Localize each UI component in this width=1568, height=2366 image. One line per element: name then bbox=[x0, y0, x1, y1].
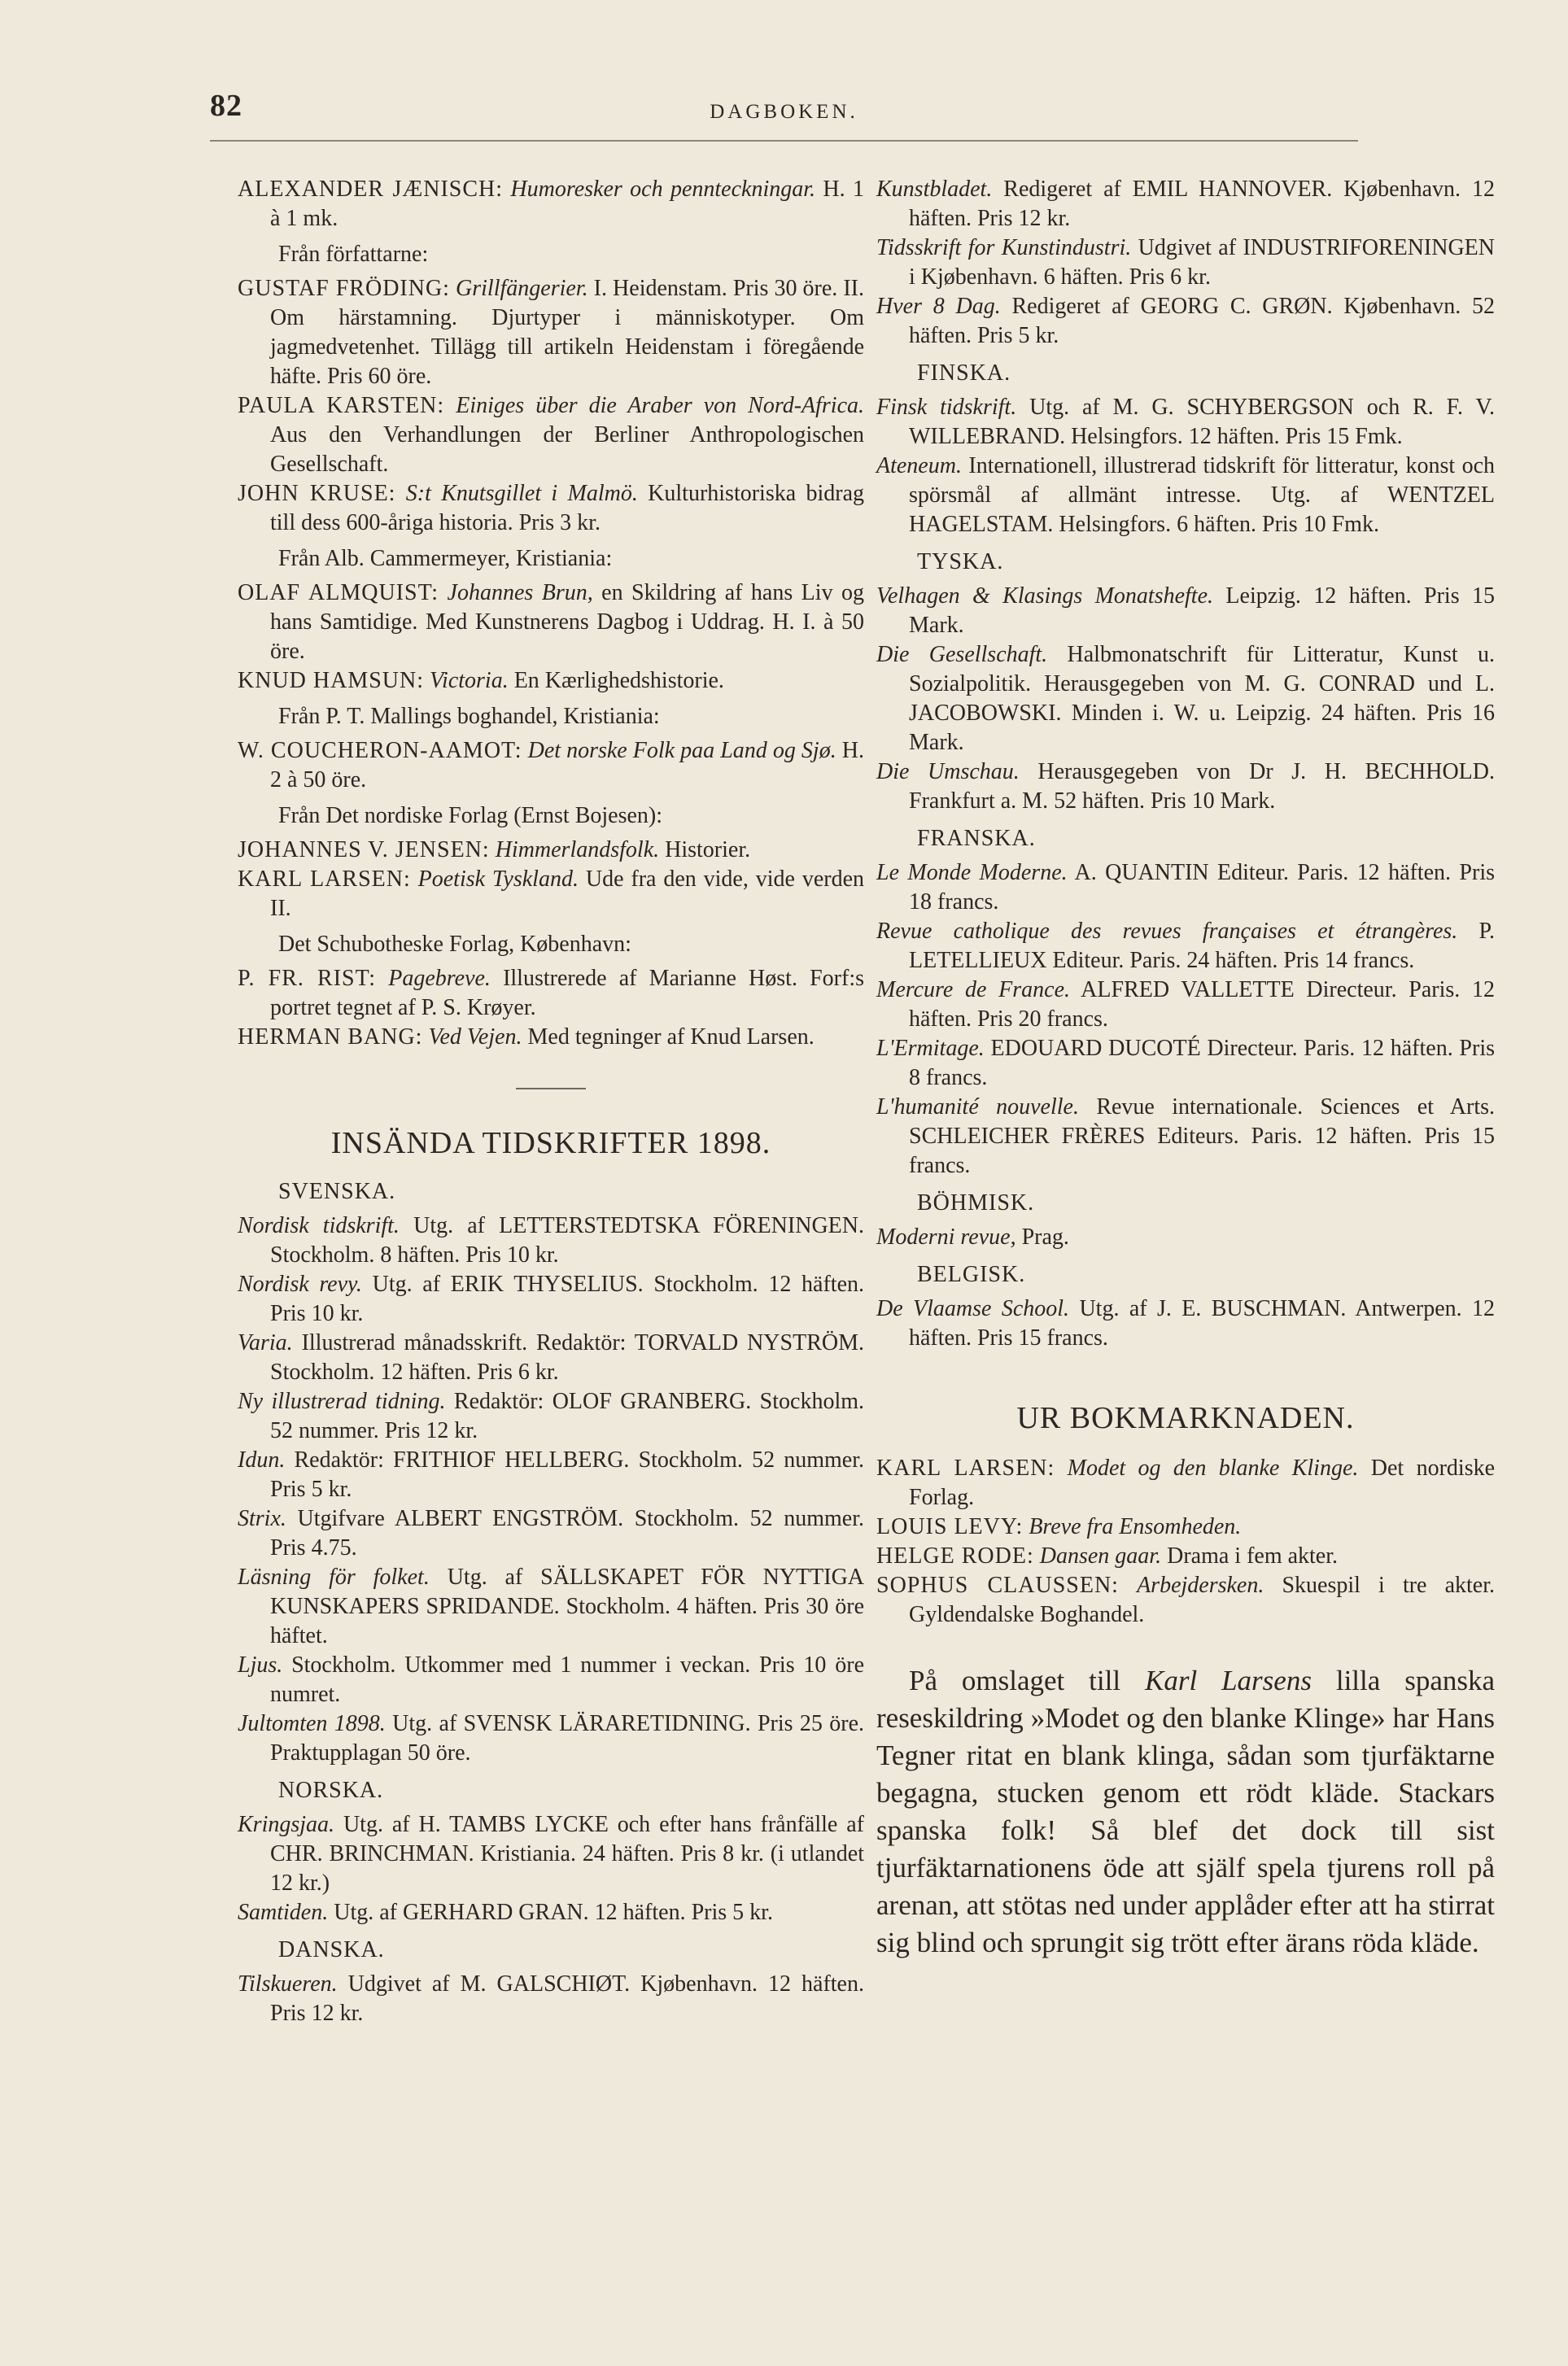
book-entry: OLAF ALMQUIST: Johannes Brun, en Skildring af hans Liv og hans Samtidige. Med Kunstnerens Dagbog i Uddrag. H. I. à 50 öre. bbox=[238, 580, 865, 664]
country-heading: BÖHMISK. bbox=[917, 1190, 1035, 1216]
periodical-entry: Ny illustrerad tidning. Redaktör: OLOF GRANBERG. Stockholm. 52 nummer. Pris 12 kr. bbox=[238, 1389, 865, 1443]
periodical-entry: Kringsjaa. Utg. af H. TAMBS LYCKE och efter hans frånfälle af CHR. BRINCHMAN. Kristiania. 24 häften. Pris 8 kr. (i utlandet 12 kr.) bbox=[238, 1812, 864, 1896]
book-entry: KNUD HAMSUN: Victoria. En Kærlighedshistorie. bbox=[238, 668, 724, 693]
header-rule bbox=[210, 140, 1358, 142]
book-entry: JOHN KRUSE: S:t Knutsgillet i Malmö. Kulturhistoriska bidrag till dess 600-åriga historia. Pris 3 kr. bbox=[238, 481, 865, 535]
periodical-entry: Mercure de France. ALFRED VALLETTE Directeur. Paris. 12 häften. Pris 20 francs. bbox=[876, 977, 1495, 1032]
periodical-entry: Moderni revue, Prag. bbox=[876, 1224, 1069, 1250]
book-entry: W. COUCHERON-AAMOT: Det norske Folk paa Land og Sjø. H. 2 à 50 öre. bbox=[238, 738, 864, 792]
periodical-entry: Kunstbladet. Redigeret af EMIL HANNOVER. Kjøbenhavn. 12 häften. Pris 12 kr. bbox=[876, 177, 1495, 231]
periodical-entry: Ateneum. Internationell, illustrerad tidskrift för litteratur, konst och spörsmål af allmänt intresse. Utg. af WENTZEL HAGELSTAM. Helsingfors. 6 häften. Pris 10 Fmk. bbox=[876, 453, 1496, 537]
book-entry: P. FR. RIST: Pagebreve. Illustrerede af Marianne Høst. Forf:s portret tegnet af P. S. Krøyer. bbox=[238, 966, 865, 1020]
periodical-entry: Samtiden. Utg. af GERHARD GRAN. 12 häften. Pris 5 kr. bbox=[238, 1900, 773, 1925]
book-entry: GUSTAF FRÖDING: Grillfängerier. I. Heidenstam. Pris 30 öre. II. Om härstamning. Djurtyper i människotyper. Om jagmedvetenhet. Tillägg till artikeln Heidenstam i föregående häfte. Pris 60 öre. bbox=[238, 276, 864, 389]
periodical-entry: Jultomten 1898. Utg. af SVENSK LÄRARETIDNING. Pris 25 öre. Praktupplagan 50 öre. bbox=[238, 1711, 865, 1766]
publisher-heading: Från P. T. Mallings boghandel, Kristiania: bbox=[278, 704, 660, 729]
book-entry: ALEXANDER JÆNISCH: Humoresker och pennteckningar. H. 1 à 1 mk. bbox=[238, 177, 864, 231]
publisher-heading: Det Schubotheske Forlag, København: bbox=[278, 932, 631, 957]
periodical-entry: Hver 8 Dag. Redigeret af GEORG C. GRØN. Kjøbenhavn. 52 häften. Pris 5 kr. bbox=[876, 294, 1495, 348]
page-number: 82 bbox=[210, 89, 242, 123]
country-heading: DANSKA. bbox=[278, 1937, 385, 1962]
left-column bbox=[238, 175, 864, 2028]
periodical-entry: Nordisk revy. Utg. af ERIK THYSELIUS. Stockholm. 12 häften. Pris 10 kr. bbox=[238, 1272, 865, 1326]
periodical-entry: Die Gesellschaft. Halbmonatschrift für Litteratur, Kunst u. Sozialpolitik. Herausgegeben von M. G. CONRAD und L. JACOBOWSKI. Minden i. W. u. Leipzig. 24 häften. Pris 16 Mark. bbox=[876, 642, 1495, 755]
periodical-entry: Le Monde Moderne. A. QUANTIN Editeur. Paris. 12 häften. Pris 18 francs. bbox=[876, 860, 1496, 915]
country-heading: FINSKA. bbox=[917, 360, 1011, 386]
publisher-heading: Från Det nordiske Forlag (Ernst Bojesen): bbox=[278, 803, 663, 828]
book-entry: PAULA KARSTEN: Einiges über die Araber von Nord-Africa. Aus den Verhandlungen der Berliner Anthropologischen Gesellschaft. bbox=[238, 393, 865, 477]
section-divider bbox=[516, 1088, 586, 1089]
periodical-entry: Tilskueren. Udgivet af M. GALSCHIØT. Kjøbenhavn. 12 häften. Pris 12 kr. bbox=[238, 1971, 864, 2026]
country-heading: TYSKA. bbox=[917, 549, 1004, 574]
periodical-entry: Ljus. Stockholm. Utkommer med 1 nummer i veckan. Pris 10 öre numret. bbox=[238, 1652, 864, 1707]
publisher-heading: Från författarne: bbox=[278, 242, 429, 267]
periodical-entry: Die Umschau. Herausgegeben von Dr J. H. BECHHOLD. Frankfurt a. M. 52 häften. Pris 10 Mark. bbox=[876, 759, 1495, 814]
book-entry: JOHANNES V. JENSEN: Himmerlandsfolk. Historier. bbox=[238, 837, 751, 862]
running-head: DAGBOKEN. bbox=[710, 101, 858, 123]
section-title-bookmarket: UR BOKMARKNADEN. bbox=[1016, 1401, 1355, 1435]
book-entry: KARL LARSEN: Modet og den blanke Klinge. Det nordiske Forlag. bbox=[876, 1456, 1496, 1510]
periodical-entry: Tidsskrift for Kunstindustri. Udgivet af INDUSTRIFORENINGEN i Kjøbenhavn. 6 häften. Pris 6 kr. bbox=[876, 235, 1496, 290]
periodical-entry: Varia. Illustrerad månadsskrift. Redaktör: TORVALD NYSTRÖM. Stockholm. 12 häften. Pris 6 kr. bbox=[238, 1330, 864, 1385]
periodical-entry: Finsk tidskrift. Utg. af M. G. SCHYBERGSON och R. F. V. WILLEBRAND. Helsingfors. 12 häften. Pris 15 Fmk. bbox=[876, 395, 1495, 449]
country-heading: SVENSKA. bbox=[278, 1179, 396, 1204]
country-heading: FRANSKA. bbox=[917, 826, 1036, 851]
periodical-entry: Velhagen & Klasings Monatshefte. Leipzig. 12 häften. Pris 15 Mark. bbox=[876, 583, 1495, 638]
periodical-entry: Läsning för folket. Utg. af SÄLLSKAPET FÖR NYTTIGA KUNSKAPERS SPRIDANDE. Stockholm. 4 häften. Pris 30 öre häftet. bbox=[238, 1565, 865, 1648]
periodical-entry: Nordisk tidskrift. Utg. af LETTERSTEDTSKA FÖRENINGEN. Stockholm. 8 häften. Pris 10 kr. bbox=[238, 1213, 864, 1268]
periodical-entry: L'Ermitage. EDOUARD DUCOTÉ Directeur. Paris. 12 häften. Pris 8 francs. bbox=[876, 1036, 1496, 1090]
periodical-entry: Revue catholique des revues françaises et étrangères. P. LETELLIEUX Editeur. Paris. 24 häften. Pris 14 francs. bbox=[876, 919, 1496, 973]
country-heading: BELGISK. bbox=[917, 1262, 1026, 1287]
closing-paragraph: På omslaget till Karl Larsens lilla spanska reseskildring »Modet og den blanke Klinge» har Hans Tegner ritat en blank klinga, sådan som tjurfäktarne begagna, stucken genom ett rödt kläde. Stackars spanska folk! Så blef det dock till sist tjurfäktarnationens öde att själf spela tjurens roll på arenan, att stötas ned under applåder efter att ha stirrat sig blind och sprungit sig trött efter ärans röda kläde. bbox=[876, 1665, 1496, 1958]
country-heading: NORSKA. bbox=[278, 1778, 384, 1803]
periodical-entry: Strix. Utgifvare ALBERT ENGSTRÖM. Stockholm. 52 nummer. Pris 4.75. bbox=[238, 1506, 864, 1561]
book-entry: HELGE RODE: Dansen gaar. Drama i fem akter. bbox=[876, 1543, 1339, 1569]
publisher-heading: Från Alb. Cammermeyer, Kristiania: bbox=[278, 546, 613, 571]
periodical-entry: L'humanité nouvelle. Revue internationale. Sciences et Arts. SCHLEICHER FRÈRES Editeurs. Paris. 12 häften. Pris 15 francs. bbox=[876, 1094, 1496, 1178]
book-entry: SOPHUS CLAUSSEN: Arbejdersken. Skuespil i tre akter. Gyldendalske Boghandel. bbox=[876, 1573, 1495, 1627]
right-column bbox=[876, 175, 1495, 1962]
book-entry: HERMAN BANG: Ved Vejen. Med tegninger af Knud Larsen. bbox=[238, 1024, 815, 1050]
periodical-entry: Idun. Redaktör: FRITHIOF HELLBERG. Stockholm. 52 nummer. Pris 5 kr. bbox=[238, 1447, 864, 1502]
periodical-entry: De Vlaamse School. Utg. af J. E. BUSCHMAN. Antwerpen. 12 häften. Pris 15 francs. bbox=[876, 1296, 1496, 1351]
book-entry: KARL LARSEN: Poetisk Tyskland. Ude fra den vide, vide verden II. bbox=[238, 867, 865, 921]
section-title-periodicals: INSÄNDA TIDSKRIFTER 1898. bbox=[330, 1126, 771, 1160]
book-entry: LOUIS LEVY: Breve fra Ensomheden. bbox=[876, 1514, 1242, 1539]
